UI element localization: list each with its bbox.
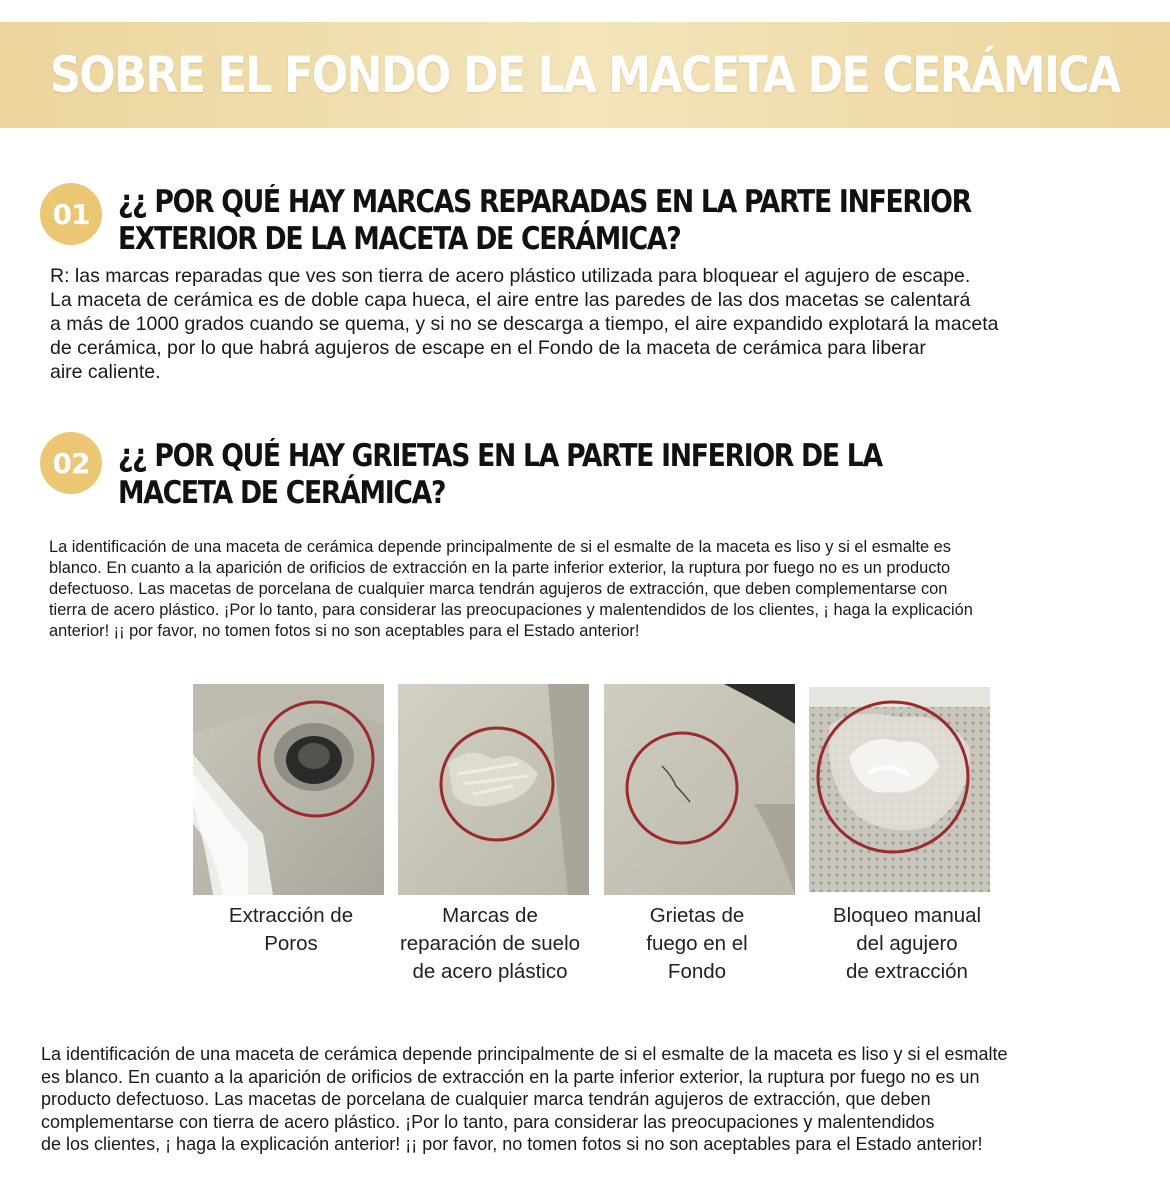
question-number-badge: 01 xyxy=(40,183,102,245)
answer-paragraph xyxy=(49,537,973,642)
footer-line: de los clientes, ¡ haga la explicación anterior! ¡¡ por favor, no tomen fotos si no son aceptables para el Estado anterior! xyxy=(41,1134,983,1154)
footer-line: complementarse con tierra de acero plástico. ¡Por lo tanto, para considerar las preocupaciones y malentendidos xyxy=(41,1111,935,1132)
photo-caption xyxy=(380,902,600,986)
photo-caption xyxy=(797,902,1017,986)
page-title: SOBRE EL FONDO DE LA MACETA DE CERÁMICA xyxy=(50,46,1120,104)
question-title-line: MACETA DE CERÁMICA? xyxy=(118,475,446,511)
answer-line: defectuoso. Las macetas de porcelana de cualquier marca tendrán agujeros de extracción, que deben complementarse con xyxy=(49,580,948,598)
extraction-hole-photo xyxy=(193,684,384,895)
manual-block-photo xyxy=(809,687,990,892)
footer-line: es blanco. En cuanto a la aparición de orificios de extracción en la parte inferior exterior, la ruptura por fuego no es un xyxy=(41,1066,980,1087)
footer-line: producto defectuoso. Las macetas de porcelana de cualquier marca tendrán agujeros de extracción, que deben xyxy=(41,1089,931,1109)
caption-line: Fondo xyxy=(667,960,727,983)
caption-line: Poros xyxy=(264,932,318,955)
caption-line: Bloqueo manual xyxy=(832,904,982,927)
photo-caption xyxy=(181,902,401,958)
header-banner xyxy=(0,22,1170,128)
caption-line: Extracción de xyxy=(228,904,354,927)
question-title-line: ¿¿ POR QUÉ HAY MARCAS REPARADAS EN LA PARTE INFERIOR xyxy=(118,184,971,220)
answer-line: R: las marcas reparadas que ves son tierra de acero plástico utilizada para bloquear el agujero de escape. xyxy=(50,265,971,287)
caption-line: reparación de suelo xyxy=(399,932,581,955)
caption-line: fuego en el xyxy=(646,932,748,955)
caption-line: de acero plástico xyxy=(412,960,568,983)
fire-crack-photo xyxy=(604,684,795,895)
caption-line: Grietas de xyxy=(649,904,745,927)
answer-line: tierra de acero plástico. ¡Por lo tanto, para considerar las preocupaciones y malentendidos de los clientes, ¡ haga la explicación xyxy=(49,601,973,619)
answer-line: La identificación de una maceta de cerámica depende principalmente de si el esmalte de la maceta es liso y si el esmalte es xyxy=(49,538,951,556)
answer-line: blanco. En cuanto a la aparición de orificios de extracción en la parte inferior exterior, la ruptura por fuego no es un producto xyxy=(49,559,951,577)
answer-line: La maceta de cerámica es de doble capa hueca, el aire entre las paredes de las dos macetas se calentará xyxy=(50,289,971,311)
caption-line: de extracción xyxy=(846,960,968,983)
question-title-line: ¿¿ POR QUÉ HAY GRIETAS EN LA PARTE INFERIOR DE LA xyxy=(118,438,882,474)
answer-line: aire caliente. xyxy=(50,361,161,383)
steel-soil-repair-photo xyxy=(398,684,589,895)
photo-caption xyxy=(587,902,807,986)
answer-line: a más de 1000 grados cuando se quema, y si no se descarga a tiempo, el aire expandido explotará la maceta xyxy=(50,313,999,335)
question-title-line: EXTERIOR DE LA MACETA DE CERÁMICA? xyxy=(118,221,681,257)
question-title xyxy=(118,184,971,258)
answer-line: anterior! ¡¡ por favor, no tomen fotos si no son aceptables para el Estado anterior! xyxy=(49,622,640,640)
answer-paragraph xyxy=(50,264,999,384)
question-title xyxy=(118,438,882,512)
question-number-badge: 02 xyxy=(40,432,102,494)
footer-paragraph xyxy=(41,1043,1008,1156)
footer-line: La identificación de una maceta de cerámica depende principalmente de si el esmalte de la maceta es liso y si el esmalte xyxy=(41,1044,1008,1064)
caption-line: del agujero xyxy=(856,932,958,955)
answer-line: de cerámica, por lo que habrá agujeros de escape en el Fondo de la maceta de cerámica para liberar xyxy=(50,337,926,359)
caption-line: Marcas de xyxy=(442,904,538,927)
